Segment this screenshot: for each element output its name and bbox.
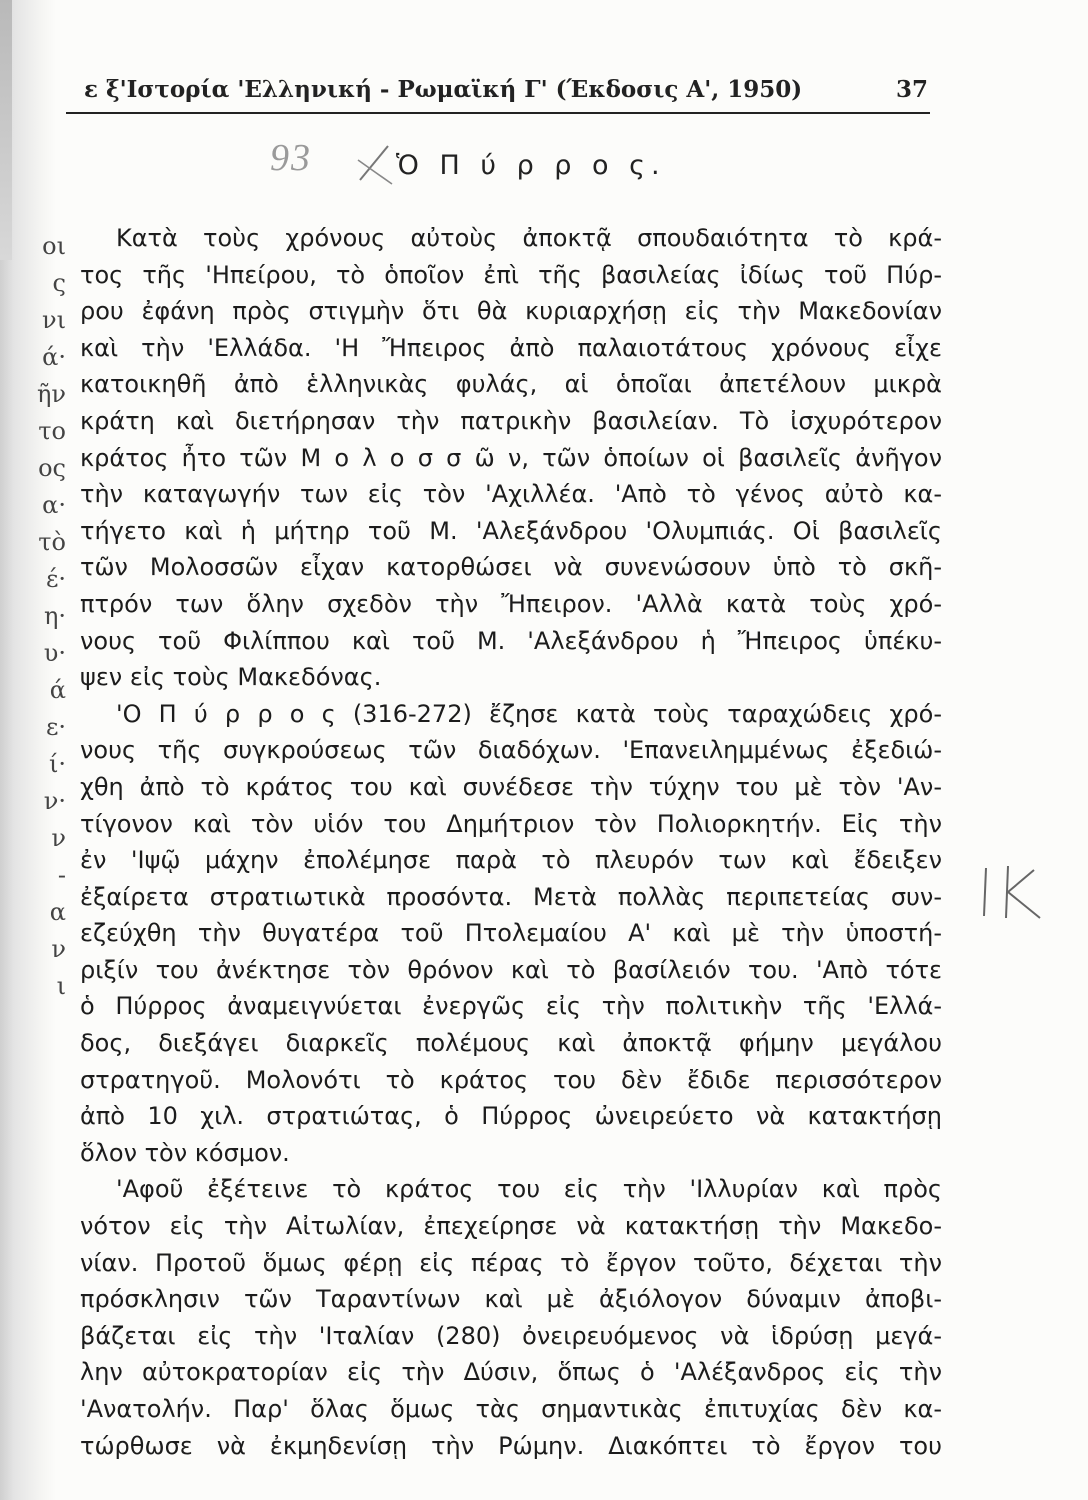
running-head-title: ε ξ'Ιστορία 'Ελληνική - Ρωμαϊκή Γ' (Έκδοσις Α', 1950): [84, 76, 803, 103]
running-header: [66, 72, 930, 114]
bleed-line: ά: [49, 676, 66, 704]
section-title: Ὁ Π ύ ρ ρ ο ς.: [396, 150, 666, 181]
handwritten-margin-note-1k: [978, 862, 1048, 922]
text-line: ψεν εἰς τοὺς Μακεδόνας.: [80, 663, 382, 692]
bleed-line: ος: [38, 454, 66, 482]
binding-shadow: [0, 0, 12, 260]
bleed-line: ῆν: [37, 380, 66, 408]
text-line: ἀπὸ 10 χιλ. στρατιώτας, ὁ Πύρρος ὠνειρεύετο νὰ κατακτήσῃ: [80, 1102, 942, 1131]
handwritten-cross-mark: [352, 140, 396, 188]
bleed-line: νι: [42, 306, 66, 334]
text-line: πτρόν των ὅλην σχεδὸν τὴν Ἤπειρον. 'Αλλὰ κατὰ τοὺς χρό-: [80, 589, 942, 618]
handwritten-folio-note: 93: [270, 137, 312, 179]
text-line: κατοικηθῆ ἀπὸ ἑλληνικὰς φυλάς, αἱ ὁποῖαι ἀπετέλουν μικρὰ: [80, 370, 942, 399]
text-line: νότον εἰς τὴν Αἰτωλίαν, ἐπεχείρησε νὰ κατακτήσῃ τὴν Μακεδο-: [80, 1212, 942, 1241]
text-line: τὴν καταγωγήν των εἰς τὸν 'Αχιλλέα. 'Απὸ τὸ γένος αὐτὸ κα-: [80, 480, 942, 509]
text-line: ἐν 'Ιψῷ μάχην ἐπολέμησε παρὰ τὸ πλευρόν των καὶ ἔδειξεν: [80, 846, 942, 875]
text-line: τῶν Μολοσσῶν εἶχαν κατορθώσει νὰ συνενώσουν ὑπὸ τὸ σκῆ-: [80, 553, 942, 582]
body-text: [80, 220, 942, 1464]
bleed-line: ί·: [48, 750, 66, 778]
text-line: ἐξαίρετα στρατιωτικὰ προσόντα. Μετὰ πολλὰς περιπετείας συν-: [80, 882, 942, 911]
text-line: καὶ τὴν 'Ελλάδα. 'Η Ἤπειρος ἀπὸ παλαιοτάτους χρόνους εἶχε: [80, 333, 942, 362]
text-line: τώρθωσε νὰ ἐκμηδενίσῃ τὴν Ρώμην. Διακόπτει τὸ ἔργον του: [80, 1431, 942, 1460]
text-line: λην αὐτοκρατορίαν εἰς τὴν Δύσιν, ὅπως ὁ 'Αλέξανδρος εἰς τὴν: [80, 1358, 942, 1387]
text-line: εζεύχθη τὴν θυγατέρα τοῦ Πτολεμαίου Α' καὶ μὲ τὴν ὑποστή-: [80, 919, 942, 948]
bleed-line: υ·: [43, 639, 66, 667]
bleed-line: α: [49, 898, 66, 926]
text-line: στρατηγοῦ. Μολονότι τὸ κράτος του δὲν ἔδιδε περισσότερον: [80, 1065, 942, 1094]
bleed-line: ά·: [42, 343, 66, 371]
bleed-line: έ·: [45, 565, 66, 593]
bleed-line: α·: [42, 491, 66, 519]
text-line: Κατὰ τοὺς χρόνους αὐτοὺς ἀποκτᾷ σπουδαιότητα τὸ κρά-: [116, 224, 942, 252]
text-line: 'Αφοῦ ἐξέτεινε τὸ κράτος του εἰς τὴν 'Ιλλυρίαν καὶ πρὸς: [116, 1175, 942, 1204]
page-number: 37: [895, 76, 928, 103]
bleed-line: ι: [56, 972, 66, 1000]
bleed-line: ν·: [43, 787, 66, 815]
text-line: βάζεται εἰς τὴν 'Ιταλίαν (280) ὀνειρευόμενος νὰ ἱδρύσῃ μεγά-: [80, 1321, 942, 1350]
text-line: τος τῆς 'Ηπείρου, τὸ ὁποῖον ἐπὶ τῆς βασιλείας ἰδίως τοῦ Πύρ-: [80, 260, 942, 289]
facing-page-bleed-through: [0, 228, 70, 1005]
text-line: νους τῆς συγκρούσεως τῶν διαδόχων. 'Επανειλημμένως ἐξεδιώ-: [80, 736, 942, 765]
text-line: 'Ο Π ύ ρ ρ ο ς (316-272) ἔζησε κατὰ τοὺς ταραχώδεις χρό-: [116, 699, 942, 728]
text-line: ὁ Πύρρος ἀναμειγνύεται ἐνεργῶς εἰς τὴν πολιτικὴν τῆς 'Ελλά-: [80, 992, 942, 1021]
text-line: χθη ἀπὸ τὸ κράτος του καὶ συνέδεσε τὴν τύχην του μὲ τὸν 'Αν-: [80, 772, 942, 801]
text-line: ὅλον τὸν κόσμον.: [80, 1138, 290, 1167]
bleed-line: ν: [51, 824, 66, 852]
text-line: νίαν. Προτοῦ ὅμως φέρῃ εἰς πέρας τὸ ἔργον τοῦτο, δέχεται τὴν: [80, 1248, 942, 1277]
bleed-line: τὸ: [38, 528, 66, 556]
bleed-line: η·: [43, 602, 66, 630]
text-line: ρου ἐφάνη πρὸς στιγμὴν ὅτι θὰ κυριαρχήσῃ εἰς τὴν Μακεδονίαν: [80, 297, 942, 326]
bleed-line: ν: [51, 935, 66, 963]
bleed-line: ς: [52, 269, 66, 297]
text-line: κράτη καὶ διετήρησαν τὴν πατρικὴν βασιλείαν. Τὸ ἰσχυρότερον: [80, 406, 942, 435]
bleed-line: το: [38, 417, 66, 445]
text-line: δος, διεξάγει διαρκεῖς πολέμους καὶ ἀποκτᾷ φήμην μεγάλου: [80, 1029, 942, 1058]
text-line: κράτος ἦτο τῶν Μ ο λ ο σ σ ῶ ν, τῶν ὁποίων οἱ βασιλεῖς ἀνῆγον: [80, 443, 942, 472]
bleed-line: -: [57, 861, 66, 889]
text-line: ριξίν του ἀνέκτησε τὸν θρόνον καὶ τὸ βασίλειόν του. 'Απὸ τότε: [80, 955, 942, 984]
text-line: νους τοῦ Φιλίππου καὶ τοῦ Μ. 'Αλεξάνδρου ἡ Ἤπειρος ὑπέκυ-: [80, 626, 942, 655]
text-line: 'Ανατολήν. Παρ' ὅλας ὅμως τὰς σημαντικὰς ἐπιτυχίας δὲν κα-: [80, 1395, 942, 1423]
bleed-line: ε·: [45, 713, 66, 741]
text-line: τήγετο καὶ ἡ μήτηρ τοῦ Μ. 'Αλεξάνδρου 'Ολυμπιάς. Οἱ βασιλεῖς: [80, 516, 942, 545]
text-line: πρόσκλησιν τῶν Ταραντίνων καὶ μὲ ἀξιόλογον δύναμιν ἀποβι-: [80, 1285, 942, 1314]
bleed-line: οι: [42, 232, 66, 260]
text-line: τίγονον καὶ τὸν υἱόν του Δημήτριον τὸν Πολιορκητήν. Εἰς τὴν: [80, 809, 942, 838]
